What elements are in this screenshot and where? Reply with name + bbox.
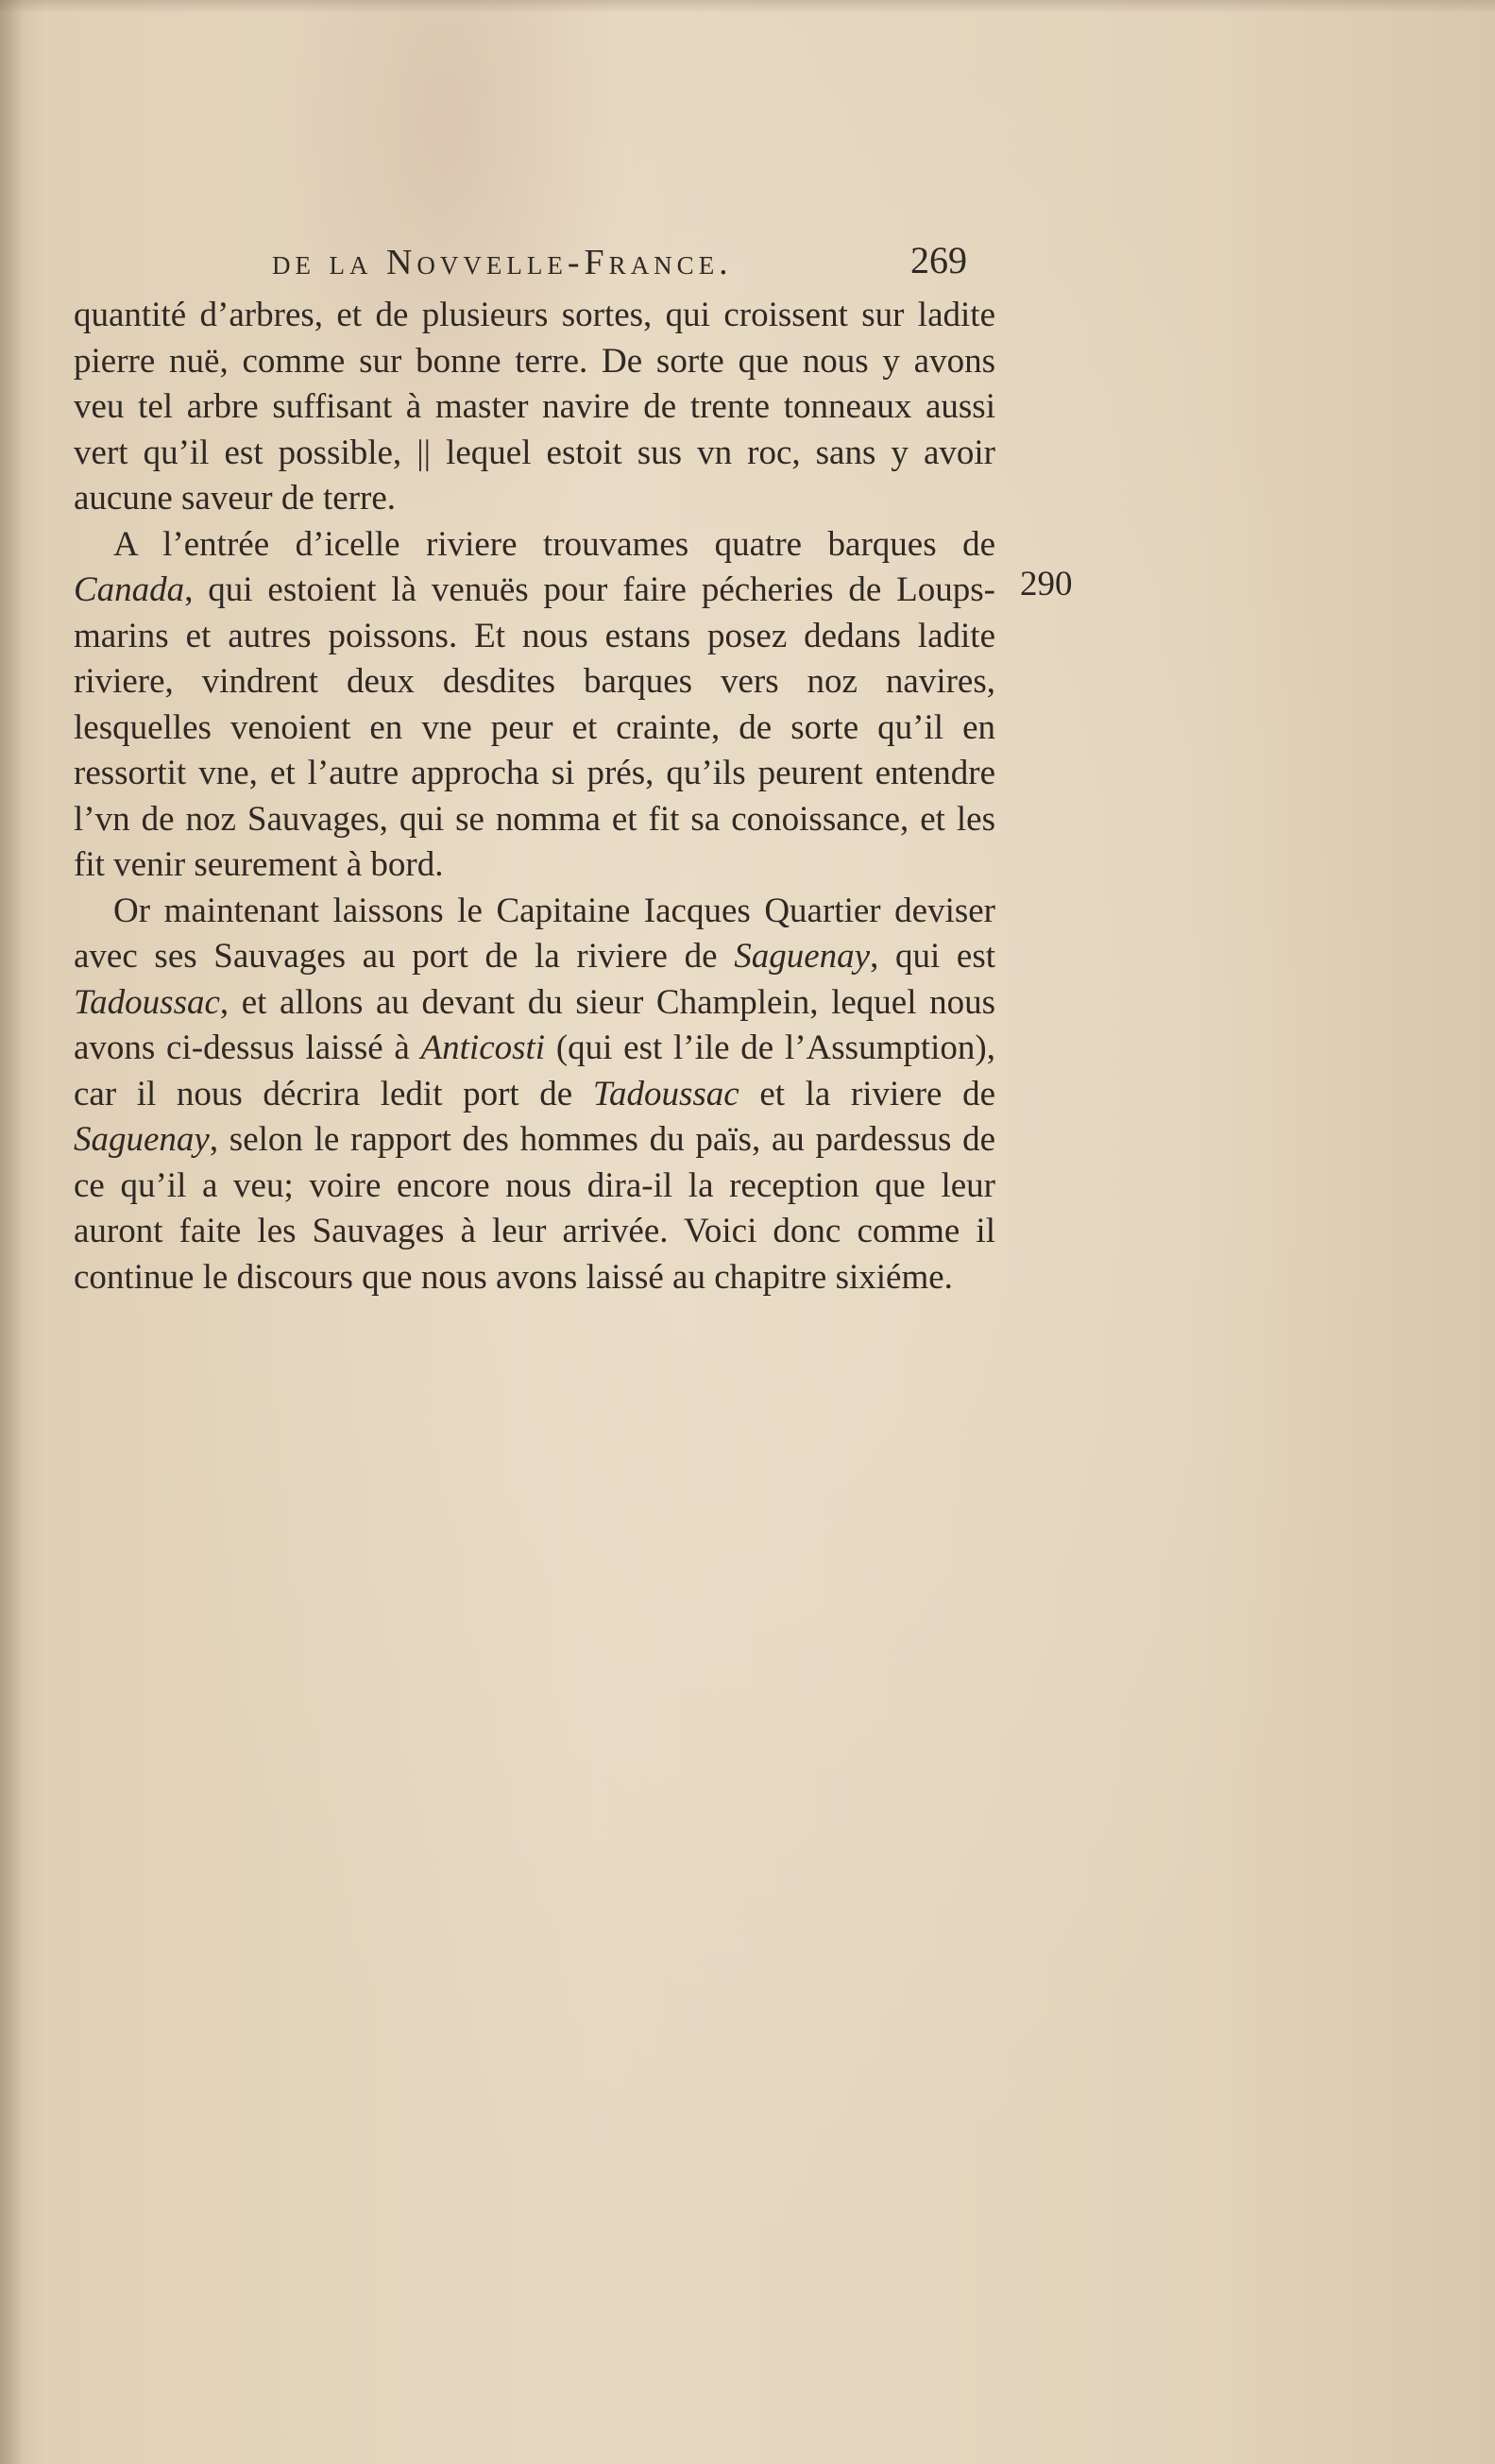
italic-text: Saguenay bbox=[734, 937, 871, 976]
text-run: Or maintenant laissons le Capitaine Iacques Quartier deviser avec ses Sauvages au port de la riviere de bbox=[74, 891, 995, 976]
text-run: , qui est bbox=[870, 937, 995, 976]
page-body bbox=[74, 236, 1113, 1300]
text-run: , qui estoient là venuës pour faire pécheries de Loups-marins et autres poissons. Et nous estans posez dedans ladite riviere, vindrent deux desdites barques vers noz navires, lesquelles venoient en vne peur et crainte, de sorte qu’il en ressortit vne, et l’autre approcha si prés, qu’ils peurent entendre l’vn de noz Sauvages, qui se nomma et fit sa conoissance, et les fit venir seurement à bord. bbox=[74, 570, 995, 884]
italic-text: Anticosti bbox=[420, 1028, 546, 1067]
paragraph bbox=[74, 293, 995, 522]
body-text bbox=[74, 293, 1073, 1300]
text-run: A l’entrée d’icelle riviere trouvames quatre barques de bbox=[113, 524, 995, 564]
text-run: et la riviere de bbox=[739, 1074, 995, 1113]
running-head-title: de la Novvelle-France. bbox=[272, 243, 733, 282]
italic-text: Saguenay bbox=[74, 1120, 210, 1159]
italic-text: Tadoussac bbox=[74, 982, 220, 1022]
italic-text: Canada bbox=[74, 570, 185, 609]
binding-shadow bbox=[0, 0, 23, 2464]
running-head bbox=[74, 236, 995, 293]
margin-page-reference: 290 bbox=[1020, 565, 1073, 603]
text-run: quantité d’arbres, et de plusieurs sortes, qui croissent sur ladite pierre nuë, comme sur bonne terre. De sorte que nous y avons veu tel arbre suffisant à master navire de trente tonneaux aussi vert qu’il est possible, || lequel estoit sus vn roc, sans y avoir aucune saveur de terre. bbox=[74, 296, 995, 518]
page-number: 269 bbox=[910, 239, 967, 281]
top-edge-shadow bbox=[0, 0, 1495, 13]
paragraph bbox=[74, 889, 995, 1301]
text-run: , selon le rapport des hommes du païs, au pardessus de ce qu’il a veu; voire encore nous dira-il la reception que leur auront faite les Sauvages à leur arrivée. Voici donc comme il continue le discours que nous avons laissé au chapitre sixiéme. bbox=[74, 1120, 995, 1297]
text-run: , et allons au devant du sieur Champlein, lequel nous avons ci-dessus laissé à bbox=[74, 982, 995, 1067]
text-run: (qui est l’ile de l’Assumption), car il nous décrira ledit port de bbox=[74, 1028, 995, 1113]
italic-text: Tadoussac bbox=[592, 1074, 739, 1113]
paragraph bbox=[74, 522, 995, 889]
